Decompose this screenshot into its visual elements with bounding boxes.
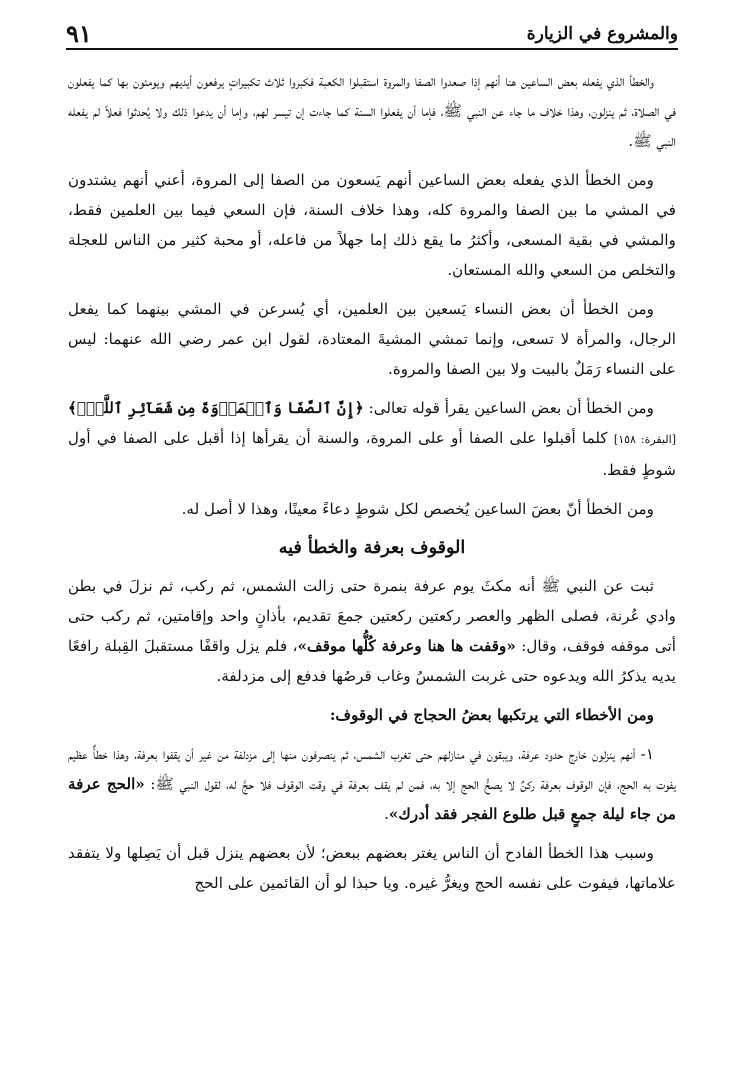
- paragraph: [68, 739, 676, 829]
- page-header: [66, 14, 678, 50]
- paragraph-text: ومن الخطأ أن بعض الساعين يقرأ قوله تعالى:: [368, 399, 654, 417]
- paragraph: [68, 571, 676, 691]
- paragraph: وسبب هذا الخطأ الفادح أن الناس يغتر بعضهم ببعض؛ لأن بعضهم ينزل قبل أن يَصِلها ولا يتفقد علاماتها، فيفوت على نفسه الحج ويغرُّ غيره. ويا حبذا لو أن القائمين على الحج: [68, 844, 676, 892]
- paragraph: ومن الخطأ أنّ بعضَ الساعين يُخصص لكل شوطٍ دعاءً معينًا، وهذا لا أصل له.: [181, 500, 654, 518]
- page-body: [68, 66, 676, 902]
- section-heading: الوقوف بعرفة والخطأ فيه: [278, 538, 466, 558]
- hadith-quote: «وقفت ها هنا وعرفة كُلُّها موقف»: [297, 637, 516, 655]
- hadith-quote: «الحج عرفة من جاء ليلة جمعٍ قبل طلوع الفجر فقد أدرك»: [68, 775, 676, 823]
- paragraph-text: ، فلم يزل واقفًا مستقبلَ القِبلة رافعًا يديه يذكرُ الله ويدعوه حتى غربت الشمسُ وغاب قرصُها فدفع إلى مزدلفة.: [68, 637, 676, 685]
- paragraph: والخطأ الذي يفعله بعض الساعين هنا أنهم إذا صعدوا الصفا والمروة استقبلوا الكعبة فكبروا ثلاث تكبيراتٍ يرفعون أيديهم ويومئون بها كما يفعلون في الصلاة، ثم ينزلون، وهذا خلاف ما جاء عن النبي ﷺ، فإما أن يفعلوا السنة كما جاءت إن تيسر لهم، وإما أن يدعوا ذلك ولا يُحدثوا فعلاً لم يفعله النبي ﷺ.: [68, 72, 676, 150]
- paragraph-text: ثبت عن النبي ﷺ أنه مكثَ يوم عرفة بنمرة حتى زالت الشمس، ثم ركب، ثم نزلَ في بطن وادي عُرنة، فصلى الظهر والعصر ركعتين ركعتين جمعَ تقديم، بأذانٍ واحد وإقامتين، ثم ركب حتى أتى موقفه فوقف، وقال:: [68, 577, 677, 655]
- paragraph: [68, 393, 676, 485]
- running-title: والمشروع في الزيارة: [526, 24, 678, 44]
- paragraph-text: .: [384, 805, 389, 823]
- quran-verse: ﴿إِنَّ ٱلصَّفَا وَٱلۡمَرۡوَةَ مِن شَعَآئِرِ ٱللَّهِۖ﴾: [68, 399, 364, 417]
- paragraph: ومن الأخطاء التي يرتكبها بعضُ الحجاج في الوقوف:: [329, 706, 654, 724]
- paragraph-text: كلما أقبلوا على الصفا أو على المروة، والسنة أن يقرأها إذا أقبل على الصفا في أول شوطٍ فقط.: [68, 429, 676, 479]
- verse-reference: [البقرة: ١٥٨]: [613, 433, 677, 446]
- paragraph-text: ١- أنهم ينزلون خارج حدود عرفة، ويبقون في منازلهم حتى تغرب الشمس، ثم ينصرفون منها إلى مزدلفة من غير أن يقفوا بعرفة، وهذا خطأٌ عظيم يفوت به الحج، فإن الوقوف بعرفة ركنٌ لا يصحُّ الحج إلا به، فمن لم يقف بعرفة في وقت الوقوف فلا حجَّ له، لقول النبي ﷺ:: [68, 745, 676, 793]
- paragraph: ومن الخطأ الذي يفعله بعض الساعين أنهم يَسعون من الصفا إلى المروة، أعني أنهم يشتدون في المشي ما بين الصفا والمروة كله، وهذا خلاف السنة، فإن السعي فيما بين العلمين فقط، والمشي في بقية المسعى، وأكثرُ ما يقع ذلك إما جهلاً من فاعله، أو محبة كثير من الناس للعجلة والتخلص من السعي والله المستعان.: [68, 171, 676, 279]
- paragraph: ومن الخطأ أن بعض النساء يَسعين بين العلمين، أي يُسرعن في المشي بينهما كما يفعل الرجال، والمرأة لا تسعى، وإنما تمشي المشيةَ المعتادة، لقول ابن عمر رضي الله عنهما: ليس على النساء رَمَلٌ بالبيت ولا بين الصفا والمروة.: [68, 300, 676, 378]
- page-number: ٩١: [66, 19, 92, 48]
